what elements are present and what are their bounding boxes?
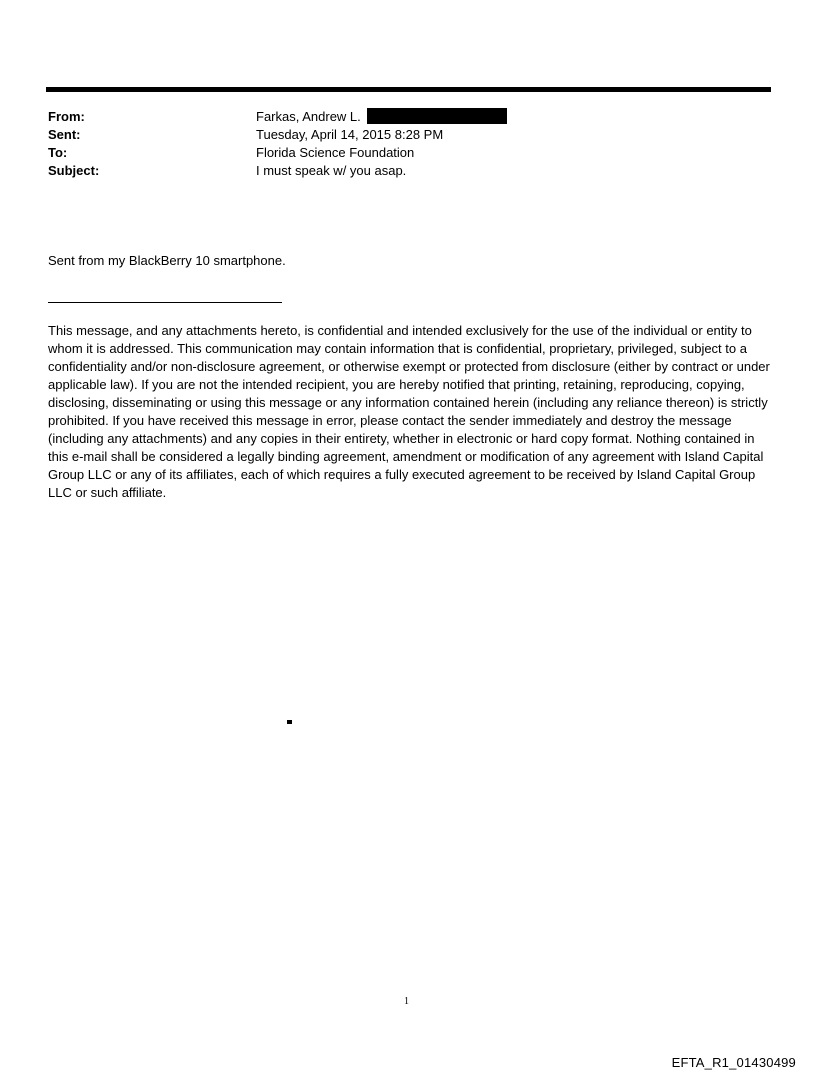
to-value: Florida Science Foundation [256, 145, 415, 160]
signature-divider [48, 302, 282, 303]
confidentiality-disclaimer: This message, and any attachments hereto, is confidential and intended exclusively for the use of the individual or entity to whom it is addressed. This communication may contain information that is confidential, proprietary, privileged, subject to a confidentiality and/or non-disclosure agreement, or otherwise exempt or protected from disclosure (either by contract or under applicable law). If you are not the intended recipient, you are hereby notified that printing, retaining, reproducing, copying, disclosing, disseminating or using this message or any information contained herein (including any reliance thereon) is strictly prohibited. If you have received this message in error, please contact the sender immediately and destroy the message (including any attachments) and any copies in their entirety, whether in electronic or hard copy format. Nothing contained in this e-mail shall be considered a legally binding agreement, amendment or modification of any agreement with Island Capital Group LLC or any of its affiliates, each of which requires a fully executed agreement to be received by Island Capital Group LLC or such affiliate. [48, 323, 770, 500]
sent-row [48, 126, 768, 144]
subject-label: Subject: [48, 163, 100, 178]
to-row [48, 144, 768, 162]
from-label: From: [48, 109, 85, 124]
from-row [48, 108, 768, 126]
from-value: Farkas, Andrew L. [256, 109, 361, 124]
to-label: To: [48, 145, 68, 160]
subject-row [48, 162, 768, 180]
header-top-rule [46, 87, 771, 92]
email-header [48, 108, 768, 180]
signature-line: Sent from my BlackBerry 10 smartphone. [48, 253, 286, 268]
stray-mark [287, 720, 292, 724]
sent-label: Sent: [48, 127, 81, 142]
sent-value: Tuesday, April 14, 2015 8:28 PM [256, 127, 444, 142]
page-number: 1 [404, 996, 409, 1007]
from-value-wrap [256, 108, 507, 126]
subject-value: I must speak w/ you asap. [256, 163, 407, 178]
redaction-box [367, 108, 507, 124]
bates-number: EFTA_R1_01430499 [671, 1055, 796, 1070]
